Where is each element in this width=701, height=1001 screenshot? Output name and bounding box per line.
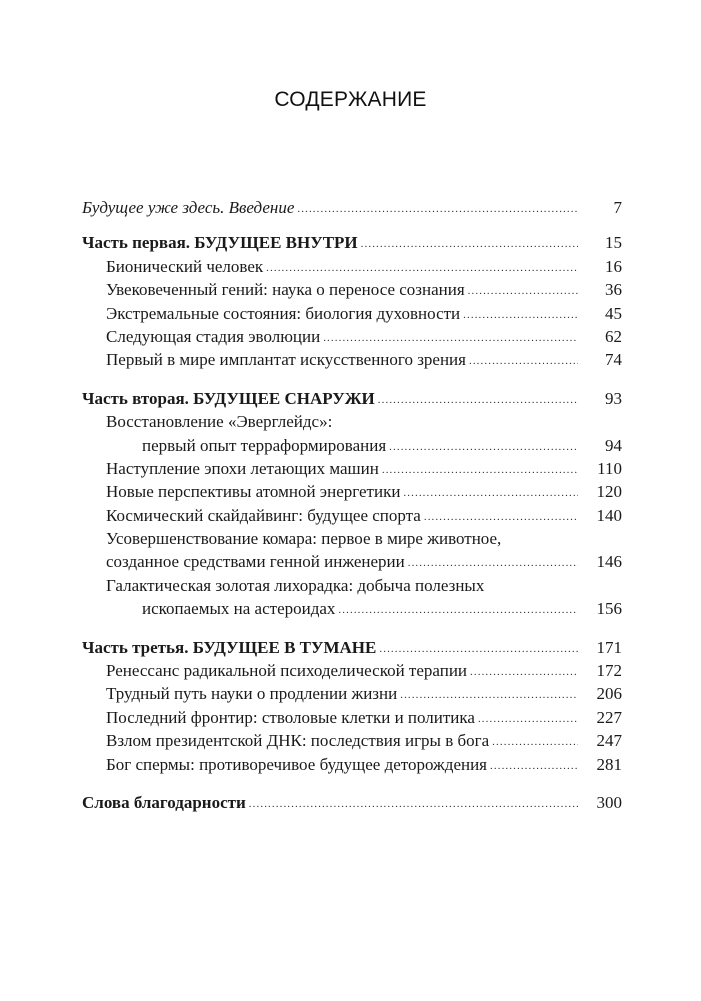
toc-entry-line2[interactable] bbox=[82, 550, 622, 573]
toc-page-number: 94 bbox=[605, 435, 622, 455]
toc-entry-title: Наступление эпохи летающих машин bbox=[106, 458, 379, 478]
toc-entry[interactable] bbox=[82, 659, 622, 682]
toc-page-number: 140 bbox=[596, 505, 622, 525]
dot-leader bbox=[400, 684, 578, 707]
toc-page-number: 120 bbox=[596, 482, 622, 502]
toc-entry-title: Восстановление «Эверглейдс»: bbox=[106, 412, 333, 432]
toc-entry[interactable] bbox=[82, 325, 622, 348]
toc-entry[interactable] bbox=[82, 682, 622, 705]
toc-page-number: 171 bbox=[596, 637, 622, 657]
table-of-contents bbox=[82, 196, 622, 814]
toc-entry[interactable] bbox=[82, 729, 622, 752]
toc-page-number: 247 bbox=[596, 731, 622, 751]
dot-leader bbox=[408, 552, 578, 575]
toc-part-title: Слова благодарности bbox=[82, 792, 246, 812]
toc-page-number: 93 bbox=[605, 388, 622, 408]
toc-page-number: 156 bbox=[596, 599, 622, 619]
toc-page-number: 36 bbox=[605, 280, 622, 300]
toc-entry[interactable] bbox=[82, 302, 622, 325]
toc-entry-title: Галактическая золотая лихорадка: добыча полезных bbox=[106, 575, 485, 595]
dot-leader bbox=[492, 731, 578, 754]
toc-entry[interactable] bbox=[82, 480, 622, 503]
toc-page-number: 300 bbox=[596, 792, 622, 812]
toc-page-number: 172 bbox=[596, 661, 622, 681]
toc-page-number: 110 bbox=[597, 458, 622, 478]
toc-entry-title-continued: первый опыт терраформирования bbox=[142, 435, 387, 455]
toc-entry-title: Трудный путь науки о продлении жизни bbox=[106, 684, 398, 704]
toc-entry[interactable] bbox=[82, 457, 622, 480]
toc-page-number: 62 bbox=[605, 326, 622, 346]
dot-leader bbox=[424, 506, 578, 529]
dot-leader bbox=[323, 327, 578, 350]
toc-entry[interactable] bbox=[82, 753, 622, 776]
toc-entry-title: Ренессанс радикальной психоделической терапии bbox=[106, 661, 468, 681]
toc-page-number: 227 bbox=[596, 707, 622, 727]
dot-leader bbox=[297, 198, 578, 221]
toc-entry-title: Первый в мире имплантат искусственного зрения bbox=[106, 350, 466, 370]
toc-entry-line1[interactable] bbox=[82, 527, 622, 550]
dot-leader bbox=[468, 280, 578, 303]
toc-entry[interactable] bbox=[82, 255, 622, 278]
toc-page-number: 206 bbox=[596, 684, 622, 704]
toc-entry[interactable] bbox=[82, 348, 622, 371]
dot-leader bbox=[338, 599, 578, 622]
toc-entry-title: Следующая стадия эволюции bbox=[106, 326, 321, 346]
toc-page-number: 15 bbox=[605, 233, 622, 253]
dot-leader bbox=[490, 755, 578, 778]
dot-leader bbox=[382, 459, 578, 482]
toc-part-title: Часть вторая. БУДУЩЕЕ СНАРУЖИ bbox=[82, 388, 375, 408]
toc-entry-title: Космический скайдайвинг: будущее спорта bbox=[106, 505, 421, 525]
toc-entry-title: Экстремальные состояния: биология духовности bbox=[106, 303, 461, 323]
toc-entry-title: Будущее уже здесь. Введение bbox=[82, 198, 295, 217]
toc-page-number: 45 bbox=[605, 303, 622, 323]
toc-entry-line1[interactable] bbox=[82, 410, 622, 433]
toc-part-1[interactable] bbox=[82, 231, 622, 254]
toc-entry[interactable] bbox=[82, 504, 622, 527]
dot-leader bbox=[470, 661, 578, 684]
toc-entry-title: Усовершенствование комара: первое в мире животное, bbox=[106, 529, 502, 549]
toc-entry-title: Новые перспективы атомной энергетики bbox=[106, 482, 401, 502]
toc-entry-title: Последний фронтир: стволовые клетки и политика bbox=[106, 707, 475, 727]
toc-entry-title: Бионический человек bbox=[106, 256, 264, 276]
toc-entry-title: Взлом президентской ДНК: последствия игры в бога bbox=[106, 731, 490, 751]
toc-page-number: 146 bbox=[596, 552, 622, 572]
toc-part-title: Часть первая. БУДУЩЕЕ ВНУТРИ bbox=[82, 233, 358, 253]
toc-page-number: 16 bbox=[605, 256, 622, 276]
toc-entry-line2[interactable] bbox=[82, 434, 622, 457]
dot-leader bbox=[249, 793, 578, 816]
toc-entry-title: Увековеченный гений: наука о переносе сознания bbox=[106, 280, 465, 300]
toc-part-3[interactable] bbox=[82, 636, 622, 659]
dot-leader bbox=[266, 257, 578, 280]
dot-leader bbox=[378, 389, 578, 412]
dot-leader bbox=[478, 708, 578, 731]
toc-entry[interactable] bbox=[82, 278, 622, 301]
toc-part-2[interactable] bbox=[82, 387, 622, 410]
toc-entry-intro[interactable] bbox=[82, 196, 622, 219]
toc-entry-line2[interactable] bbox=[82, 597, 622, 620]
toc-entry-line1[interactable] bbox=[82, 574, 622, 597]
toc-entry-title: Бог спермы: противоречивое будущее деторождения bbox=[106, 754, 488, 774]
toc-entry-title-continued: ископаемых на астероидах bbox=[142, 599, 336, 619]
dot-leader bbox=[463, 304, 578, 327]
toc-entry-title-continued: созданное средствами генной инженерии bbox=[106, 552, 405, 572]
toc-entry-acknowledgements[interactable] bbox=[82, 791, 622, 814]
toc-page-number: 7 bbox=[613, 198, 622, 217]
toc-page-number: 74 bbox=[605, 350, 622, 370]
dot-leader bbox=[389, 436, 578, 459]
toc-entry[interactable] bbox=[82, 706, 622, 729]
dot-leader bbox=[469, 350, 578, 373]
dot-leader bbox=[379, 638, 578, 661]
dot-leader bbox=[361, 233, 578, 256]
dot-leader bbox=[403, 482, 578, 505]
page-title: СОДЕРЖАНИЕ bbox=[274, 88, 427, 111]
toc-page-number: 281 bbox=[596, 754, 622, 774]
toc-part-title: Часть третья. БУДУЩЕЕ В ТУМАНЕ bbox=[82, 637, 377, 657]
